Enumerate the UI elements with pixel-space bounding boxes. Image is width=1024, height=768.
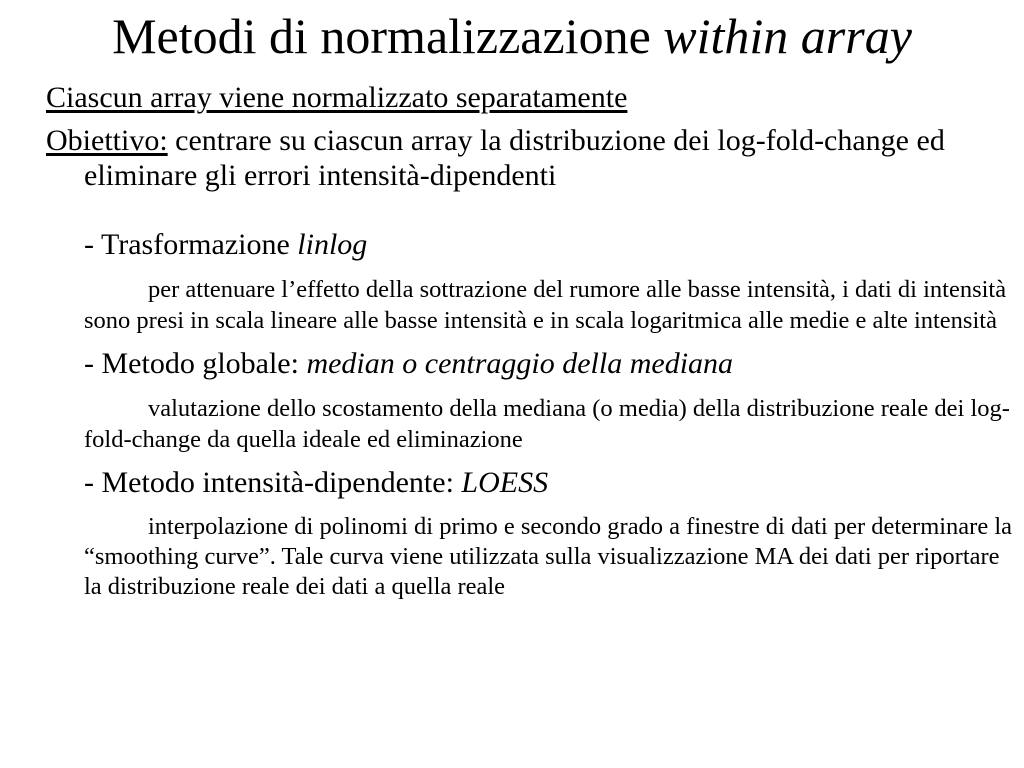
- method-description-global: valutazione dello scostamento della mediana (o media) della distribuzione reale dei log-fold-change da quella ideale ed eliminazione: [84, 395, 1010, 453]
- method-heading-text: - Trasformazione: [84, 228, 298, 261]
- bullet-separate-normalization: [46, 80, 1014, 115]
- method-heading-linlog: [84, 227, 1014, 262]
- method-heading-italic: linlog: [297, 228, 368, 261]
- bullet-underlined-text: Ciascun array viene normalizzato separatamente: [46, 81, 628, 114]
- slide-body: [46, 80, 1014, 602]
- slide-title: [0, 6, 1024, 66]
- method-heading-text: - Metodo intensità-dipendente:: [84, 466, 462, 499]
- method-heading-text: - Metodo globale:: [84, 347, 307, 380]
- objective-text: centrare su ciascun array la distribuzione dei log-fold-change ed eliminare gli errori intensità-dipendenti: [84, 124, 945, 192]
- method-heading-italic: LOESS: [461, 466, 549, 499]
- method-heading-global: [84, 346, 1014, 381]
- method-heading-italic: median o centraggio della mediana: [306, 347, 734, 380]
- method-heading-loess: [84, 465, 1014, 500]
- slide-title-text: Metodi di normalizzazione: [112, 8, 664, 64]
- method-description-loess: interpolazione di polinomi di primo e secondo grado a finestre di dati per determinare la “smoothing curve”. Tale curva viene utilizzata sulla visualizzazione MA dei dati per riportare la distribuzione reale dei dati a quella reale: [84, 513, 1013, 600]
- method-description-linlog: per attenuare l’effetto della sottrazione del rumore alle basse intensità, i dati di intensità sono presi in scala lineare alle basse intensità e in scala logaritmica alle medie e alte intensità: [84, 276, 1007, 334]
- bullet-objective: [46, 123, 1014, 193]
- slide-title-italic: within array: [663, 8, 912, 64]
- objective-label: Obiettivo:: [46, 124, 168, 157]
